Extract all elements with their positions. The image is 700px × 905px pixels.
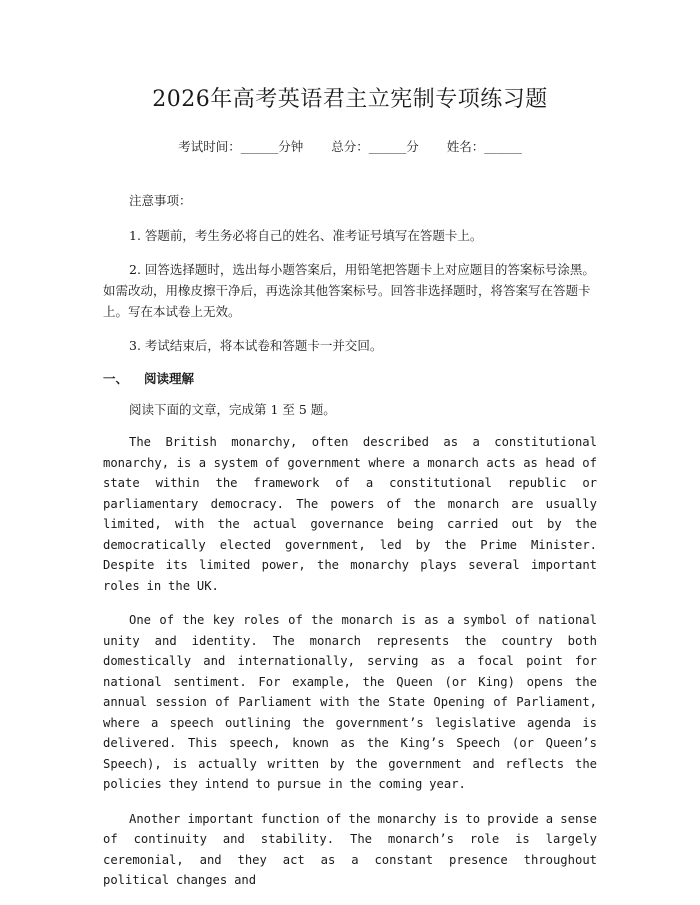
exam-name-blank: ______ — [484, 139, 522, 154]
exam-name-label: 姓名： — [446, 139, 485, 154]
exam-score-label: 总分： — [331, 139, 369, 154]
exam-time-label: 考试时间： — [178, 139, 241, 154]
section-heading — [103, 369, 597, 389]
exam-score-blank: ______ — [368, 139, 407, 154]
notice-heading: 注意事项： — [129, 193, 192, 208]
exam-meta — [103, 137, 597, 157]
exam-title: 2026年高考英语君主立宪制专项练习题 — [152, 87, 548, 112]
exam-name-field — [447, 137, 522, 157]
exam-time-blank: ______ — [240, 139, 279, 154]
notice-item: 3. 考试结束后，将本试卷和答题卡一并交回。 — [129, 338, 383, 353]
exam-score-field — [331, 137, 419, 157]
passage-paragraph: The British monarchy, often described as a constitutional monarchy, is a system of government where a monarch acts as head of state within the framework of a constitutional republic or parliamentary democracy. The powers of the monarch are usually limited, with the actual governance being carried out by the democratically elected government, led by the Prime Minister. Despite its limited power, the monarchy plays several important roles in the UK. — [103, 435, 597, 593]
exam-time-unit: 分钟 — [278, 139, 304, 154]
passage-paragraph: One of the key roles of the monarch is as a symbol of national unity and identity. The monarch represents the country both domestically and internationally, serving as a focal point for national sentiment. For example, the Queen (or King) opens the annual session of Parliament with the State Opening of Parliament, where a speech outlining the government’s legislative agenda is delivered. This speech, known as the King’s Speech (or Queen’s Speech), is actually written by the government and reflects the policies they intend to pursue in the coming year. — [103, 613, 597, 791]
section-instruction: 阅读下面的文章，完成第 1 至 5 题。 — [129, 402, 336, 417]
notice-item: 2. 回答选择题时，选出每小题答案后，用铅笔把答题卡上对应题目的答案标号涂黑。如需改动，用橡皮擦干净后，再选涂其他答案标号。回答非选择题时，将答案写在答题卡上。写在本试卷上无效。 — [103, 262, 595, 319]
exam-score-unit: 分 — [406, 139, 419, 154]
exam-time-field — [178, 137, 303, 157]
passage-paragraph: Another important function of the monarchy is to provide a sense of continuity and stability. The monarch’s role is largely ceremonial, and they act as a constant presence throughout political changes and — [103, 811, 597, 887]
section-number: 一、 — [103, 371, 129, 386]
notice-item: 1. 答题前，考生务必将自己的姓名、准考证号填写在答题卡上。 — [129, 228, 483, 243]
section-title: 阅读理解 — [144, 371, 195, 386]
